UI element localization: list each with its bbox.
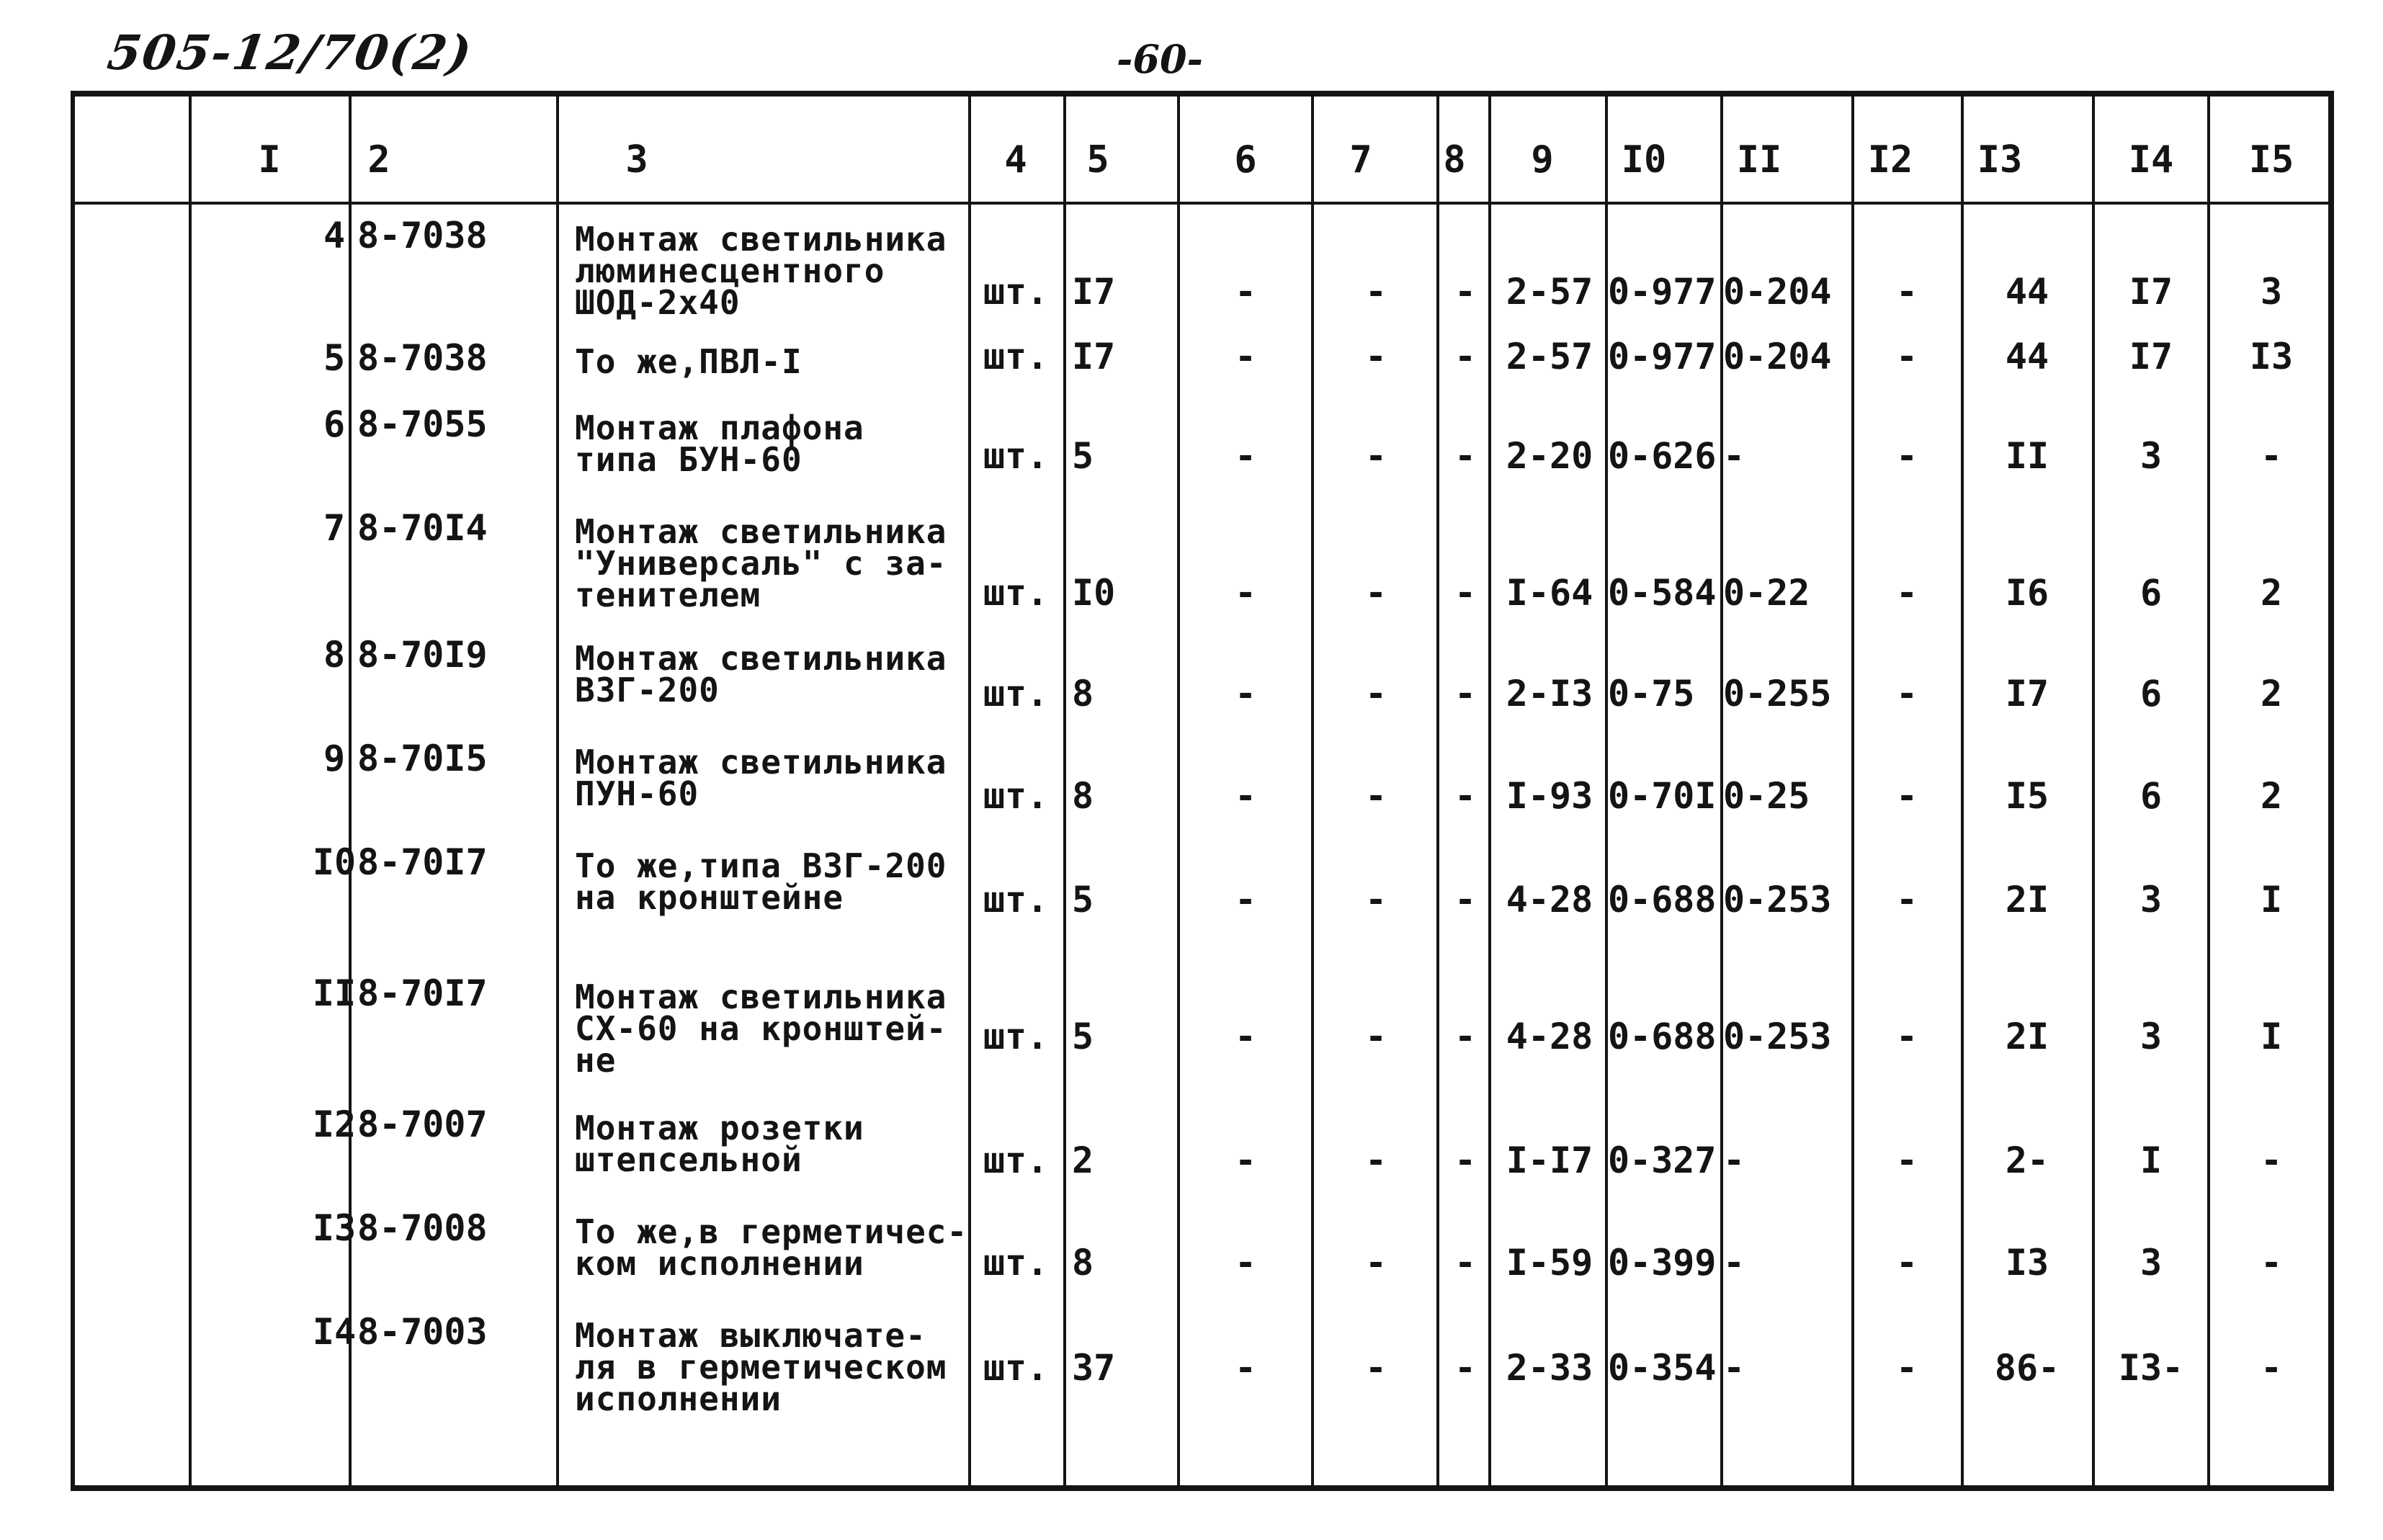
value-cell: 2-57 — [1506, 271, 1593, 313]
value-cell: 3 — [2140, 1242, 2163, 1284]
column-header: I4 — [2128, 138, 2174, 182]
value-cell: - — [2260, 1140, 2283, 1181]
unit-cell: шт. — [983, 1347, 1049, 1389]
value-cell: 8 — [1072, 673, 1094, 715]
value-cell: 0-688 — [1608, 879, 1717, 921]
column-header: 3 — [625, 138, 648, 182]
value-cell: - — [1454, 673, 1477, 715]
row-number: 9 — [323, 738, 346, 779]
value-cell: - — [1895, 435, 1918, 477]
value-cell: - — [2260, 1242, 2283, 1284]
value-cell: 6 — [2140, 673, 2163, 715]
value-cell: 37 — [1072, 1347, 1116, 1389]
value-cell: 0-253 — [1723, 879, 1832, 921]
value-cell: 0-354 — [1608, 1347, 1717, 1389]
column-header: II — [1736, 138, 1782, 182]
item-description: Монтаж светильника люминесцентного ШОД-2х40 — [575, 220, 947, 322]
rate-code: 8-70I7 — [357, 972, 488, 1014]
value-cell: 8 — [1072, 1242, 1094, 1284]
value-cell: 2 — [2260, 572, 2283, 614]
value-cell: 5 — [1072, 1016, 1094, 1057]
unit-cell: шт. — [983, 271, 1049, 313]
rate-code: 8-7038 — [357, 215, 488, 256]
value-cell: 0-204 — [1723, 271, 1832, 313]
column-divider — [1488, 97, 1491, 1485]
item-description: Монтаж плафона типа БУН-60 — [575, 408, 864, 479]
value-cell: 0-255 — [1723, 673, 1832, 715]
value-cell: - — [1234, 1140, 1257, 1181]
value-cell: - — [1454, 435, 1477, 477]
column-divider — [189, 97, 192, 1485]
value-cell: - — [1234, 1242, 1257, 1284]
value-cell: - — [1454, 1242, 1477, 1284]
value-cell: 0-204 — [1723, 336, 1832, 377]
value-cell: 5 — [1072, 435, 1094, 477]
value-cell: I — [2260, 879, 2283, 921]
doc-code: 505-12/70(2) — [104, 24, 476, 81]
value-cell: I3 — [2005, 1242, 2049, 1284]
rate-code: 8-70I4 — [357, 507, 488, 549]
value-cell: - — [1364, 435, 1387, 477]
value-cell: - — [1364, 673, 1387, 715]
value-cell: - — [1364, 271, 1387, 313]
value-cell: 3 — [2260, 271, 2283, 313]
value-cell: - — [1234, 879, 1257, 921]
value-cell: 2-I3 — [1506, 673, 1593, 715]
value-cell: - — [1364, 775, 1387, 817]
value-cell: 0-75 — [1608, 673, 1695, 715]
value-cell: - — [1234, 435, 1257, 477]
value-cell: 2-57 — [1506, 336, 1593, 377]
value-cell: - — [1234, 673, 1257, 715]
item-description: Монтаж светильника "Универсаль" с за- тенителем — [575, 512, 947, 614]
row-number: 8 — [323, 634, 346, 676]
item-description: Монтаж светильника ВЗГ-200 — [575, 639, 947, 709]
value-cell: I3- — [2118, 1347, 2184, 1389]
row-number: 7 — [323, 507, 346, 549]
value-cell: 0-22 — [1723, 572, 1810, 614]
estimate-table — [71, 91, 2334, 1491]
value-cell: - — [1234, 1347, 1257, 1389]
value-cell: - — [1454, 1347, 1477, 1389]
value-cell: 6 — [2140, 775, 2163, 817]
value-cell: - — [1364, 572, 1387, 614]
value-cell: I6 — [2005, 572, 2049, 614]
value-cell: - — [1234, 1016, 1257, 1057]
value-cell: - — [1895, 673, 1918, 715]
value-cell: - — [1364, 1242, 1387, 1284]
value-cell: - — [1454, 271, 1477, 313]
column-header: 9 — [1531, 138, 1554, 182]
column-divider — [1063, 97, 1066, 1485]
row-number: II — [312, 972, 357, 1014]
value-cell: 0-977 — [1608, 336, 1717, 377]
rate-code: 8-7003 — [357, 1311, 488, 1353]
value-cell: - — [1895, 336, 1918, 377]
value-cell: - — [1895, 1242, 1918, 1284]
column-header: 6 — [1234, 138, 1257, 182]
value-cell: I — [2140, 1140, 2163, 1181]
value-cell: 4-28 — [1506, 879, 1593, 921]
row-number: I0 — [312, 841, 357, 883]
value-cell: 0-327 — [1608, 1140, 1717, 1181]
column-header: I5 — [2248, 138, 2294, 182]
value-cell: 2-20 — [1506, 435, 1593, 477]
value-cell: - — [1234, 775, 1257, 817]
row-number: I2 — [312, 1103, 357, 1145]
unit-cell: шт. — [983, 336, 1049, 377]
row-number: 6 — [323, 403, 346, 445]
column-divider — [968, 97, 971, 1485]
rate-code: 8-70I7 — [357, 841, 488, 883]
value-cell: - — [1895, 572, 1918, 614]
column-header: I2 — [1867, 138, 1913, 182]
value-cell: - — [1454, 336, 1477, 377]
item-description: Монтаж выключате- ля в герметическом исполнении — [575, 1316, 947, 1418]
value-cell: - — [1234, 336, 1257, 377]
value-cell: - — [1454, 572, 1477, 614]
unit-cell: шт. — [983, 1016, 1049, 1057]
value-cell: I0 — [1072, 572, 1116, 614]
column-divider — [556, 97, 559, 1485]
value-cell: I3 — [2249, 336, 2294, 377]
value-cell: 3 — [2140, 879, 2163, 921]
rate-code: 8-70I9 — [357, 634, 488, 676]
rate-code: 8-7038 — [357, 337, 488, 379]
value-cell: 2I — [2005, 1016, 2049, 1057]
value-cell: 2- — [2005, 1140, 2049, 1181]
value-cell: 3 — [2140, 1016, 2163, 1057]
item-description: То же,в герметичес- ком исполнении — [575, 1212, 968, 1283]
unit-cell: шт. — [983, 435, 1049, 477]
value-cell: 0-688 — [1608, 1016, 1717, 1057]
value-cell: I7 — [1072, 336, 1116, 377]
value-cell: I7 — [2129, 336, 2173, 377]
value-cell: 8 — [1072, 775, 1094, 817]
value-cell: - — [1364, 879, 1387, 921]
unit-cell: шт. — [983, 879, 1049, 921]
unit-cell: шт. — [983, 1140, 1049, 1181]
value-cell: - — [1895, 775, 1918, 817]
row-number: 4 — [323, 215, 346, 256]
value-cell: - — [1454, 879, 1477, 921]
value-cell: 2-33 — [1506, 1347, 1593, 1389]
value-cell: - — [2260, 435, 2283, 477]
value-cell: 0-399 — [1608, 1242, 1717, 1284]
value-cell: II — [2005, 435, 2049, 477]
value-cell: - — [1723, 1242, 1745, 1284]
column-header: 7 — [1349, 138, 1372, 182]
value-cell: 0-70I — [1608, 775, 1717, 817]
unit-cell: шт. — [983, 572, 1049, 614]
value-cell: 0-977 — [1608, 271, 1717, 313]
item-description: Монтаж розетки штепсельной — [575, 1109, 864, 1179]
value-cell: - — [1234, 572, 1257, 614]
header-divider — [75, 202, 2328, 205]
column-header: 2 — [367, 138, 390, 182]
value-cell: I7 — [2129, 271, 2173, 313]
value-cell: I5 — [2005, 775, 2049, 817]
value-cell: - — [1454, 1140, 1477, 1181]
column-header: 5 — [1086, 138, 1109, 182]
value-cell: 5 — [1072, 879, 1094, 921]
value-cell: 0-253 — [1723, 1016, 1832, 1057]
value-cell: - — [1234, 271, 1257, 313]
value-cell: - — [1895, 1016, 1918, 1057]
rate-code: 8-7007 — [357, 1103, 488, 1145]
item-description: Монтаж светильника СХ-60 на кронштей- не — [575, 977, 947, 1080]
unit-cell: шт. — [983, 673, 1049, 715]
rate-code: 8-70I5 — [357, 738, 488, 779]
value-cell: 0-626 — [1608, 435, 1717, 477]
value-cell: 2I — [2005, 879, 2049, 921]
value-cell: - — [1723, 1140, 1745, 1181]
value-cell: 4-28 — [1506, 1016, 1593, 1057]
value-cell: I — [2260, 1016, 2283, 1057]
value-cell: - — [1895, 271, 1918, 313]
column-divider — [1177, 97, 1180, 1485]
value-cell: 2 — [2260, 673, 2283, 715]
value-cell: 44 — [2005, 271, 2049, 313]
value-cell: - — [1364, 1140, 1387, 1181]
value-cell: 0-584 — [1608, 572, 1717, 614]
page-number: -60- — [1117, 36, 1203, 82]
item-description: То же,типа ВЗГ-200 на кронштейне — [575, 846, 947, 917]
rate-code: 8-7008 — [357, 1207, 488, 1249]
value-cell: 6 — [2140, 572, 2163, 614]
rate-code: 8-7055 — [357, 403, 488, 445]
value-cell: - — [1723, 435, 1745, 477]
item-description: То же,ПВЛ-I — [575, 342, 802, 381]
value-cell: - — [1895, 879, 1918, 921]
value-cell: I7 — [1072, 271, 1116, 313]
column-header: 8 — [1443, 138, 1466, 182]
column-header: I — [258, 138, 281, 182]
value-cell: 2 — [2260, 775, 2283, 817]
row-number: I3 — [312, 1207, 357, 1249]
value-cell: - — [1454, 775, 1477, 817]
column-divider — [349, 97, 352, 1485]
row-number: I4 — [312, 1311, 357, 1353]
value-cell: - — [1364, 1347, 1387, 1389]
value-cell: 86- — [1994, 1347, 2060, 1389]
value-cell: - — [1723, 1347, 1745, 1389]
unit-cell: шт. — [983, 775, 1049, 817]
value-cell: I-I7 — [1506, 1140, 1593, 1181]
value-cell: I-64 — [1506, 572, 1593, 614]
row-number: 5 — [323, 337, 346, 379]
value-cell: I-59 — [1506, 1242, 1593, 1284]
value-cell: - — [1895, 1347, 1918, 1389]
value-cell: - — [2260, 1347, 2283, 1389]
value-cell: - — [1364, 336, 1387, 377]
value-cell: 3 — [2140, 435, 2163, 477]
unit-cell: шт. — [983, 1242, 1049, 1284]
value-cell: - — [1364, 1016, 1387, 1057]
column-header: I3 — [1977, 138, 2023, 182]
value-cell: I-93 — [1506, 775, 1593, 817]
column-header: 4 — [1004, 138, 1027, 182]
value-cell: 44 — [2005, 336, 2049, 377]
column-divider — [1436, 97, 1439, 1485]
value-cell: - — [1895, 1140, 1918, 1181]
column-header: I0 — [1621, 138, 1667, 182]
item-description: Монтаж светильника ПУН-60 — [575, 743, 947, 813]
value-cell: 2 — [1072, 1140, 1094, 1181]
column-divider — [1311, 97, 1314, 1485]
value-cell: - — [1454, 1016, 1477, 1057]
value-cell: 0-25 — [1723, 775, 1810, 817]
value-cell: I7 — [2005, 673, 2049, 715]
